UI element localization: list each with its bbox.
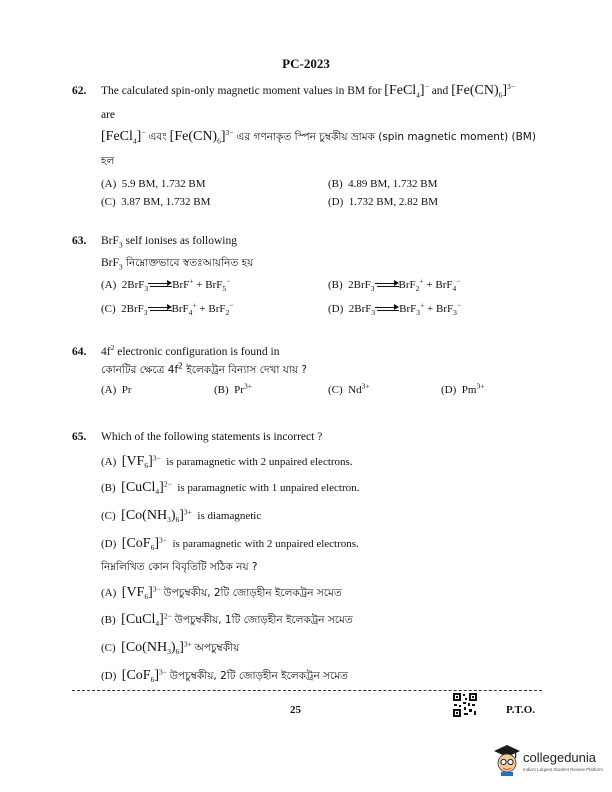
q64-text-bn: কোনটির ক্ষেত্রে $4f^2$ ইলেকট্রন বিন্যাস দেখা যায় ? — [101, 361, 307, 376]
graduate-mascot-icon — [493, 744, 521, 776]
q65-option-a-en: (A) $[VF_6]^{3-}$ is paramagnetic with 2 unpaired electrons. — [101, 453, 353, 471]
q62-option-d: (D) 1.732 BM, 2.82 BM — [328, 196, 439, 208]
page-number: 25 — [290, 704, 301, 716]
q62-are: are — [101, 109, 116, 121]
q65-option-a-bn: (A) $[VF_6]^{3-}$ উপচুম্বকীয়, 2টি জোড়হীন ইলেকট্রন সমেত — [101, 584, 342, 602]
q62-option-a: (A) 5.9 BM, 1.732 BM — [101, 178, 206, 190]
q64-text-en: $4f^2$ electronic configuration is found in — [101, 343, 280, 358]
q65-option-b-en: (B) [CuCl$_4$]$^{2-}$ is paramagnetic with 1 unpaired electron. — [101, 479, 360, 497]
q62-text-bn: [FeCl$_4$]− এবং $[Fe(CN)_6]^{3-}$ এর গণনাকৃত স্পিন চুম্বকীয় ভ্রামক (spin magnetic moment) (BM) — [101, 128, 536, 146]
qr-code-icon — [452, 692, 478, 718]
q65-option-d-en: (D) $[CoF_6]^{3-}$ is paramagnetic with 2 unpaired electrons. — [101, 535, 359, 553]
equilibrium-arrow-icon — [375, 281, 399, 289]
q63-option-d: (D) 2BrF$_3$ BrF$_3$+ + BrF$_3$− — [328, 300, 462, 318]
q65-option-b-bn: (B) [CuCl$_4$]$^{2-}$ উপচুম্বকীয়, 1টি জোড়হীন ইলেকট্রন সমেত — [101, 611, 353, 629]
q63-option-b: (B) 2BrF$_3$ BrF$_2$+ + BrF$_4$− — [328, 276, 461, 294]
q65-text-en: Which of the following statements is incorrect ? — [101, 431, 323, 443]
q64-option-b: (B) $Pr^{3+}$ — [214, 381, 252, 396]
q63-option-c: (C) 2BrF$_3$ BrF$_4$+ + BrF$_2$− — [101, 300, 234, 318]
equilibrium-arrow-icon — [375, 305, 399, 313]
page-header: PC-2023 — [282, 56, 330, 71]
equilibrium-arrow-icon — [148, 305, 172, 313]
q63-text-en: BrF$_3$ self ionises as following — [101, 235, 238, 250]
q65-option-c-en: (C) $[Co(NH_3)_6]^{3+}$ is diamagnetic — [101, 507, 262, 525]
q62-number: 62. — [72, 85, 87, 97]
q65-number: 65. — [72, 431, 87, 443]
q62-option-b: (B) 4.89 BM, 1.732 BM — [328, 178, 438, 190]
q65-option-c-bn: (C) $[Co(NH_3)_6]^{3+}$ অপচুম্বকীয় — [101, 639, 240, 657]
q64-option-c: (C) $Nd^{3+}$ — [328, 381, 370, 396]
q63-number: 63. — [72, 235, 87, 247]
pto-label: P.T.O. — [506, 704, 536, 716]
q62-hol: হল — [101, 155, 115, 167]
q62-text-en: The calculated spin-only magnetic moment values in BM for [FeCl$_4$]− and $[Fe(CN)_6]^{3-}$ — [101, 82, 516, 100]
logo-tagline: India's Largest Student Review Platform — [523, 767, 603, 772]
collegedunia-logo — [493, 742, 605, 782]
q65-text-bn: নিম্নলিখিত কোন বিবৃতিটি সঠিক নয় ? — [101, 561, 258, 573]
q64-option-d: (D) $Pm^{3+}$ — [441, 381, 485, 396]
q64-number: 64. — [72, 346, 87, 358]
q65-option-d-bn: (D) $[CoF_6]^{3-}$ উপচুম্বকীয়, 2টি জোড়হীন ইলেকট্রন সমেত — [101, 667, 348, 685]
q63-option-a: (A) 2BrF$_3$ BrF+ + BrF$_5$− — [101, 276, 231, 294]
logo-name: collegedunia — [523, 750, 597, 765]
q64-option-a: (A) Pr — [101, 384, 132, 396]
q62-option-c: (C) 3.87 BM, 1.732 BM — [101, 196, 211, 208]
equilibrium-arrow-icon — [148, 281, 172, 289]
q63-text-bn: BrF$_3$ নিম্নোক্তভাবে স্বতঃআয়নিত হয় — [101, 257, 254, 272]
page-divider — [72, 690, 542, 691]
